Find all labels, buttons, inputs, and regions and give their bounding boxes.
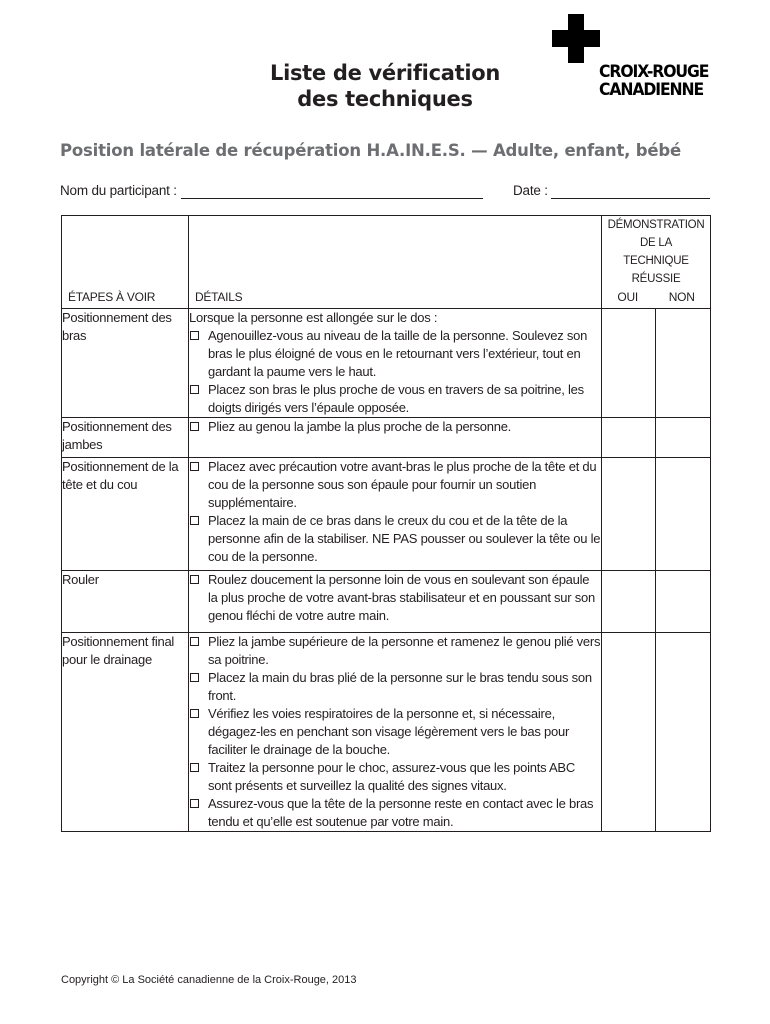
yes-cell[interactable] — [602, 309, 656, 418]
checkbox[interactable] — [190, 709, 199, 718]
details-cell — [189, 418, 602, 458]
checklist-item — [189, 759, 601, 795]
header-details — [189, 216, 602, 309]
checklist-item — [189, 418, 601, 436]
section-subtitle: Position latérale de récupération H.A.IN.E.S. — Adulte, enfant, bébé — [60, 141, 681, 160]
no-cell[interactable] — [656, 418, 711, 458]
checklist-item-text: Placez avec précaution votre avant-bras le plus proche de la tête et du cou de la personne sous son épaule pour fournir un soutien supplémentaire. — [208, 459, 597, 510]
title-line-1: Liste de vérification — [269, 61, 500, 85]
header-demo-line-2: TECHNIQUE RÉUSSIE — [623, 255, 689, 285]
checklist-item — [189, 381, 601, 417]
title-line-2: des techniques — [297, 87, 473, 111]
header-no: NON — [668, 290, 695, 304]
logo-text — [599, 63, 708, 99]
checkbox[interactable] — [190, 422, 199, 431]
checklist-table — [61, 215, 711, 832]
no-cell[interactable] — [656, 633, 711, 832]
checkbox[interactable] — [190, 516, 199, 525]
header-demo-label — [602, 216, 710, 308]
checkbox[interactable] — [190, 385, 199, 394]
step-cell: Positionnement des jambes — [62, 418, 189, 458]
details-cell — [189, 633, 602, 832]
details-cell — [189, 458, 602, 571]
checklist-item — [189, 795, 601, 831]
checkbox[interactable] — [190, 763, 199, 772]
checklist-item-text: Roulez doucement la personne loin de vous en soulevant son épaule la plus proche de votre avant-bras stabilisateur et en poussant sur son genou fléchi de votre autre main. — [208, 572, 595, 623]
checklist-item-text: Assurez-vous que la tête de la personne reste en contact avec le bras tendu et qu’elle est soutenue par votre main. — [208, 796, 594, 829]
header-steps-label: ÉTAPES À VOIR — [68, 290, 156, 304]
checklist-item-text: Pliez la jambe supérieure de la personne et ramenez le genou plié vers sa poitrine. — [208, 634, 601, 667]
checklist-item-text: Placez la main du bras plié de la personne sur le bras tendu sous son front. — [208, 670, 592, 703]
checkbox[interactable] — [190, 575, 199, 584]
checklist-item-text: Placez la main de ce bras dans le creux du cou et de la tête de la personne afin de la stabiliser. NE PAS pousser ou soulever la tête ou le cou de la personne. — [208, 513, 601, 564]
header-steps — [62, 216, 189, 309]
copyright-notice: Copyright © La Société canadienne de la Croix-Rouge, 2013 — [61, 974, 357, 986]
checkbox[interactable] — [190, 331, 199, 340]
checklist-item — [189, 705, 601, 759]
logo-line-1: CROIX-ROUGE — [599, 62, 709, 82]
table-row — [62, 418, 711, 458]
checklist-item — [189, 633, 601, 669]
checklist-item-text: Placez son bras le plus proche de vous en travers de sa poitrine, les doigts dirigés vers l’épaule opposée. — [208, 382, 584, 415]
no-cell[interactable] — [656, 309, 711, 418]
checklist-item — [189, 327, 601, 381]
checklist-item-text: Pliez au genou la jambe la plus proche de la personne. — [208, 419, 512, 434]
table-row — [62, 571, 711, 633]
page-title — [230, 60, 540, 112]
yes-cell[interactable] — [602, 633, 656, 832]
details-cell — [189, 309, 602, 418]
cross-icon-horizontal — [552, 30, 600, 47]
participant-name-field[interactable] — [181, 198, 483, 199]
checklist-item-text: Traitez la personne pour le choc, assurez-vous que les points ABC sont présents et surveillez la qualité des signes vitaux. — [208, 760, 575, 793]
header-details-label: DÉTAILS — [195, 290, 243, 304]
header-demo — [602, 216, 711, 309]
checkbox[interactable] — [190, 673, 199, 682]
participant-label: Nom du participant : — [60, 183, 177, 198]
checklist-item-text: Agenouillez-vous au niveau de la taille de la personne. Soulevez son bras le plus éloigné de vous en le retournant vers l’extérieur, tout en gardant la paume vers le haut. — [208, 328, 588, 379]
checkbox[interactable] — [190, 799, 199, 808]
checklist-item — [189, 571, 601, 625]
step-cell: Positionnement des bras — [62, 309, 189, 418]
no-cell[interactable] — [656, 458, 711, 571]
table-row — [62, 309, 711, 418]
checklist-item — [189, 512, 601, 566]
logo-line-2: CANADIENNE — [599, 80, 704, 100]
date-field[interactable] — [551, 198, 710, 199]
no-cell[interactable] — [656, 571, 711, 633]
header-demo-line-1: DÉMONSTRATION DE LA — [607, 219, 705, 249]
details-cell — [189, 571, 602, 633]
header-yes: OUI — [617, 290, 638, 304]
yes-cell[interactable] — [602, 571, 656, 633]
date-label: Date : — [513, 183, 548, 198]
checklist-item — [189, 669, 601, 705]
details-intro: Lorsque la personne est allongée sur le dos : — [189, 310, 438, 325]
checkbox[interactable] — [190, 637, 199, 646]
step-cell: Positionnement de la tête et du cou — [62, 458, 189, 571]
checklist-item-text: Vérifiez les voies respiratoires de la personne et, si nécessaire, dégagez-les en penchant son visage légèrement vers le bas pour faciliter le drainage de la bouche. — [208, 706, 570, 757]
checklist-item — [189, 458, 601, 512]
checkbox[interactable] — [190, 462, 199, 471]
table-row — [62, 458, 711, 571]
table-row — [62, 633, 711, 832]
step-cell: Positionnement final pour le drainage — [62, 633, 189, 832]
yes-cell[interactable] — [602, 458, 656, 571]
step-cell: Rouler — [62, 571, 189, 633]
red-cross-logo — [552, 14, 722, 104]
yes-cell[interactable] — [602, 418, 656, 458]
table-header-row — [62, 216, 711, 309]
